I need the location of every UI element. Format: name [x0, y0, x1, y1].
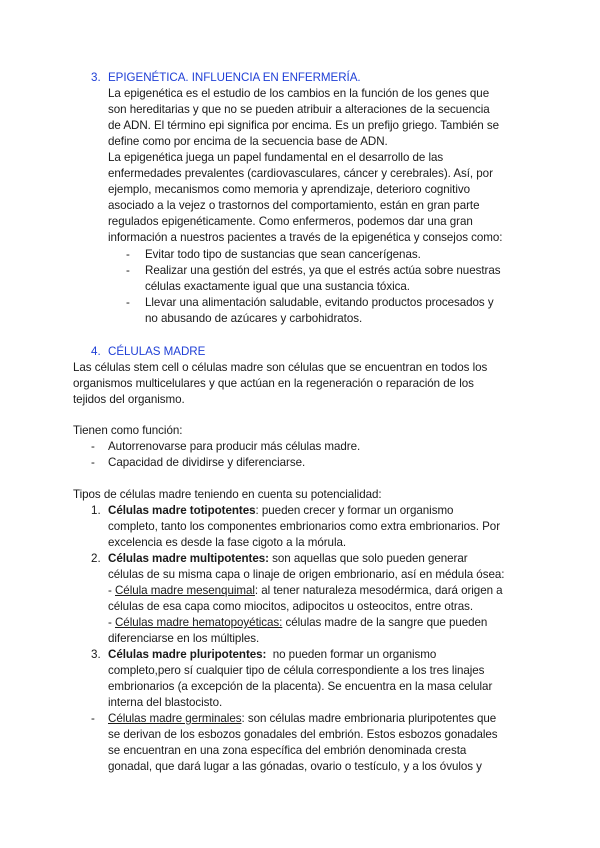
s3-p1-line4: define como por encima de la secuencia base de ADN.	[108, 135, 388, 148]
bullet-dash: -	[91, 456, 95, 469]
bullet-dash: -	[126, 248, 130, 261]
bullet-dash: -	[126, 296, 130, 309]
s3-p1-line1: La epigenética es el estudio de los cambios en la función de los genes que	[108, 87, 490, 100]
type1-line3: excelencia es desde la fase cigoto a la mórula.	[108, 536, 347, 549]
s3-p2-line3: ejemplo, mecanismos como memoria y aprendizaje, deterioro cognitivo	[108, 183, 471, 196]
type3-line2: completo,pero sí cualquier tipo de célula correspondiente a los tres linajes	[108, 664, 485, 677]
germinal-line3: se encuentran en una zona específica del embrión denominada cresta	[108, 744, 467, 757]
type3-line1	[108, 647, 436, 663]
germinal-line2: se derivan de los esbozos gonadales del embrión. Estos esbozos gonadales	[108, 728, 498, 741]
germinal-line1-text: : son células madre embrionaria pluripotentes que	[241, 712, 497, 725]
subtype-hematopoyeticas-line1	[108, 615, 487, 631]
s3-p2-line6: información a nuestros pacientes a través de la epigenética y consejos como:	[108, 231, 503, 244]
s3-p2-line5: regulados epigenéticamente. Como enfermeros, podemos dar una gran	[108, 215, 473, 228]
s3-p2-line1: La epigenética juega un papel fundamental en el desarrollo de las	[108, 151, 444, 164]
s3-p1-line3: de ADN. El término epi significa por encima. Es un prefijo griego. También se	[108, 119, 499, 132]
germinal-line1	[108, 711, 496, 727]
type2-name: Células madre multipotentes:	[108, 552, 269, 565]
s3-p2-line4: asociado a la vejez o trastornos del comportamiento, están en gran parte	[108, 199, 480, 212]
subtype-mesenquimal-line1	[108, 583, 503, 599]
type2-number: 2.	[91, 552, 101, 565]
s4-types-intro: Tipos de células madre teniendo en cuenta su potencialidad:	[73, 488, 382, 501]
s3-bullet2-line2: células exactamente igual que una sustancia tóxica.	[145, 280, 410, 293]
s4-intro-line1: Las células stem cell o células madre son células que se encuentran en todos los	[73, 361, 488, 374]
subtype-hematopoyeticas-text: células madre de la sangre que pueden	[282, 616, 488, 629]
subtype-mesenquimal-text: : al tener naturaleza mesodérmica, dará origen a	[254, 584, 503, 597]
s4-function1: Autorrenovarse para producir más células madre.	[108, 440, 361, 453]
type1-line1	[108, 503, 453, 519]
germinal-bullet: -	[91, 712, 95, 725]
s4-intro-line3: tejidos del organismo.	[73, 393, 185, 406]
s4-intro-line2: organismos multicelulares y que actúan en la regeneración o reparación de los	[73, 377, 474, 390]
type1-name: Células madre totipotentes	[108, 504, 256, 517]
type1-line2: completo, tanto los componentes embrionarios como extra embrionarios. Por	[108, 520, 501, 533]
s4-function2: Capacidad de dividirse y diferenciarse.	[108, 456, 306, 469]
s3-bullet1-line1: Evitar todo tipo de sustancias que sean cancerígenas.	[145, 248, 421, 261]
type3-name: Células madre pluripotentes:	[108, 648, 267, 661]
bullet-dash: -	[126, 264, 130, 277]
s3-p1-line2: son hereditarias y que no se pueden atribuir a alteraciones de la secuencia	[108, 103, 490, 116]
s3-p2-line2: enfermedades prevalentes (cardiovasculares, cáncer y cerebrales). Así, por	[108, 167, 493, 180]
type2-line1-text: son aquellas que solo pueden generar	[268, 552, 468, 565]
subtype-hematopoyeticas-line2: diferenciarse en los múltiples.	[108, 632, 260, 645]
type2-line1	[108, 551, 468, 567]
bullet-dash: -	[91, 440, 95, 453]
section3-number: 3.	[91, 71, 101, 84]
section4-number: 4.	[91, 345, 101, 358]
s3-bullet2-line1: Realizar una gestión del estrés, ya que el estrés actúa sobre nuestras	[145, 264, 501, 277]
section3-title: EPIGENÉTICA. INFLUENCIA EN ENFERMERÍA.	[108, 71, 361, 84]
type2-line2: células de su misma capa o linaje de origen embrionario, así en médula ósea:	[108, 568, 505, 581]
subtype-prefix: -	[108, 616, 115, 629]
type3-line3: embrionarios (a excepción de la placenta). Se encuentra en la masa celular	[108, 680, 493, 693]
s3-bullet3-line2: no abusando de azúcares y carbohidratos.	[145, 312, 363, 325]
type1-number: 1.	[91, 504, 101, 517]
section4-title: CÉLULAS MADRE	[108, 345, 206, 358]
germinal-line4: gonadal, que dará lugar a las gónadas, ovario o testículo, y a los óvulos y	[108, 760, 482, 773]
type1-line1-text: : pueden crecer y formar un organismo	[255, 504, 454, 517]
subtype-mesenquimal-line2: células de esa capa como miocitos, adipocitos u osteocitos, entre otras.	[108, 600, 474, 613]
type3-line1-text: no pueden formar un organismo	[266, 648, 437, 661]
type3-line4: interna del blastocisto.	[108, 696, 223, 709]
s3-bullet3-line1: Llevar una alimentación saludable, evitando productos procesados y	[145, 296, 494, 309]
subtype-hematopoyeticas-name: Células madre hematopoyéticas:	[114, 616, 283, 629]
germinal-name: Células madre germinales	[108, 712, 242, 725]
type3-number: 3.	[91, 648, 101, 661]
subtype-mesenquimal-name: Célula madre mesenquimal	[114, 584, 255, 597]
subtype-prefix: -	[108, 584, 115, 597]
s4-function-intro: Tienen como función:	[73, 424, 183, 437]
